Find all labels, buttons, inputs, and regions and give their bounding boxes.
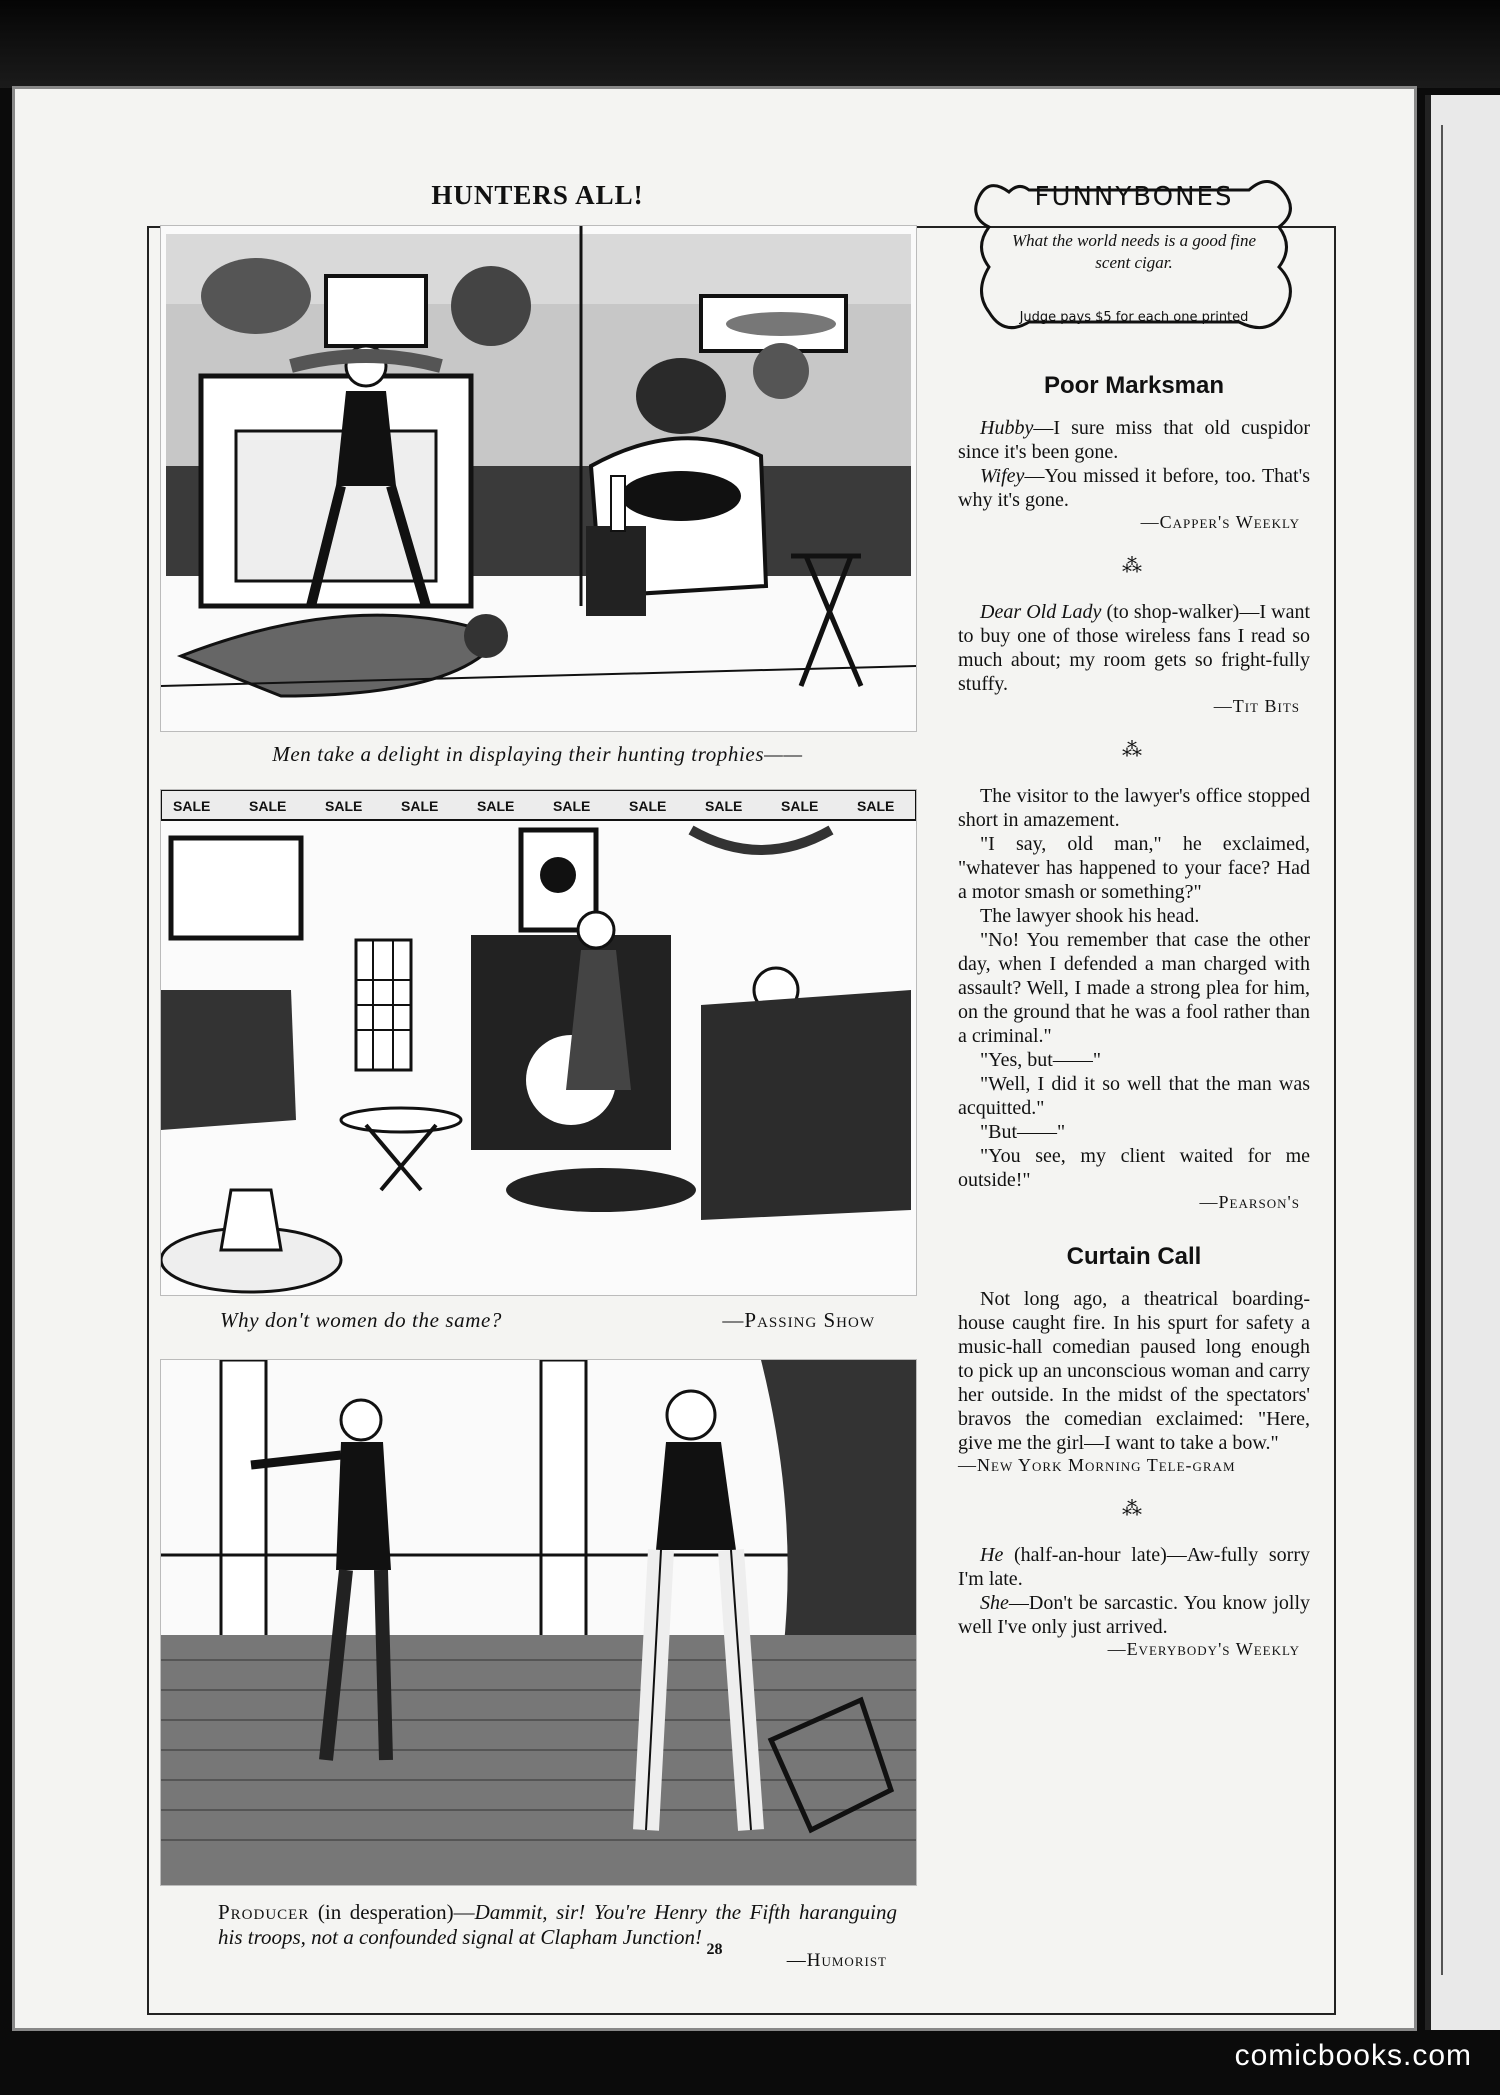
lawyer-paragraph: The lawyer shook his head. (980, 905, 1200, 927)
joke-divider: ⁂ (1122, 1498, 1146, 1520)
dialogue-stage-direction: (in desperation)— (309, 1900, 475, 1924)
cartoon-sale-source: —Passing Show (722, 1308, 875, 1332)
dear-old-lady-source: —Tit Bits (1213, 696, 1300, 716)
jokes-column (958, 172, 1310, 1660)
joke-divider: ⁂ (1122, 739, 1146, 761)
curtain-call-heading: Curtain Call (1066, 1243, 1202, 1270)
sale-sign: SALE (249, 798, 287, 814)
speaker: She (980, 1592, 1009, 1614)
site-watermark: comicbooks.com (1234, 2039, 1472, 2072)
cartoon-henry-the-fifth (160, 1359, 917, 1886)
joke-text: —You missed it before, too. That's why it's gone. (958, 465, 1310, 511)
poor-marksman-source: —Capper's Weekly (1140, 512, 1300, 532)
lawyer-paragraph: "But——" (980, 1121, 1066, 1143)
curtain-call-source: —New York Morning Tele-gram (958, 1455, 1236, 1475)
lawyer-paragraph: "Yes, but——" (980, 1049, 1101, 1071)
curtain-call-text: Not long ago, a theatrical boarding-house caught fire. In his spurt for safety a music-hall comedian paused long enough to pick up an unconscious woman and carry her outside. In the midst of the spectators' bravos the comedian exclaimed: "Here, give me the girl—I want to take a bow." (958, 1288, 1310, 1454)
cartoon-henry-the-fifth-illustration (161, 1360, 916, 1885)
joke-text: —I sure miss that old cuspidor since it's been gone. (958, 417, 1310, 463)
lawyer-source: —Pearson's (1199, 1192, 1300, 1212)
sale-sign: SALE (173, 798, 211, 814)
sale-sign: SALE (705, 798, 743, 814)
lawyer-paragraph: "I say, old man," he exclaimed, "whatever has happened to your face? Had a motor smash or something?" (958, 833, 1310, 903)
poor-marksman-line (958, 416, 1310, 464)
lawyer-paragraph-last: "You see, my client waited for me outside!" (958, 1145, 1310, 1191)
lawyer-paragraph: The visitor to the lawyer's office stopped short in amazement. (958, 785, 1310, 831)
cartoon-sale-caption: Why don't women do the same? (220, 1308, 502, 1332)
cartoon-sale-trophies (160, 789, 917, 1296)
cartoon-sale-caption-row (220, 1308, 875, 1333)
half-hour-line (958, 1543, 1310, 1591)
lawyer-paragraph: "No! You remember that case the other day, when I defended a man charged with assault? Well, I made a strong plea for him, on the ground that he was a fool rather than a criminal." (958, 929, 1310, 1047)
half-hour-line (958, 1591, 1310, 1639)
sale-sign: SALE (401, 798, 439, 814)
funnybones-footer: Judge pays $5 for each one printed (1019, 310, 1249, 325)
cartoon-hunting-trophies (160, 225, 917, 732)
sale-sign: SALE (477, 798, 515, 814)
sale-sign: SALE (857, 798, 895, 814)
poor-marksman-heading: Poor Marksman (1043, 372, 1225, 399)
sale-sign: SALE (629, 798, 667, 814)
page-number: 28 (706, 1941, 723, 1958)
cartoon-henry-dialogue (218, 1900, 897, 1950)
cartoon-column (160, 170, 915, 1972)
adjacent-page-edge (1425, 95, 1500, 2030)
funnybones-title: FUNNYBONES (1034, 182, 1234, 212)
joke-divider: ⁂ (1122, 555, 1146, 577)
speaker: Hubby (980, 417, 1034, 439)
half-hour-source: —Everybody's Weekly (1107, 1639, 1300, 1659)
cartoon-hunting-trophies-illustration (161, 226, 916, 731)
sale-sign: SALE (553, 798, 591, 814)
dialogue-speaker: Producer (218, 1900, 310, 1924)
funnybones-box (969, 172, 1299, 342)
joke-text: (to shop-walker)—I want to buy one of those wireless fans I read so much about; my room gets so fright-fully stuffy. (958, 601, 1310, 695)
lawyer-paragraph: "Well, I did it so well that the man was acquitted." (958, 1073, 1310, 1119)
feature-title: HUNTERS ALL! (431, 180, 644, 210)
dialogue-line: Dammit, sir! You're Henry the Fifth haranguing his troops, not a confounded signal at Clapham Junction! (218, 1900, 897, 1949)
cartoon-hunting-trophies-caption: Men take a delight in displaying their hunting trophies—— (272, 742, 803, 766)
cartoon-sale-trophies-illustration (161, 790, 916, 1295)
adjacent-page-rule (1441, 125, 1443, 1975)
funnybones-text: What the world needs is a good fine scent cigar. (1011, 231, 1257, 272)
scan-top-edge (0, 0, 1500, 88)
sale-sign: SALE (781, 798, 819, 814)
speaker: He (980, 1544, 1004, 1566)
cartoon-henry-source: —Humorist (786, 1950, 887, 1971)
speaker: Wifey (980, 465, 1025, 487)
dear-old-lady-joke (958, 600, 1310, 696)
joke-text: (half-an-hour late)—Aw-fully sorry I'm late. (958, 1544, 1310, 1590)
sale-sign: SALE (325, 798, 363, 814)
poor-marksman-line (958, 464, 1310, 512)
speaker: Dear Old Lady (980, 601, 1102, 623)
joke-text: —Don't be sarcastic. You know jolly well I've only just arrived. (958, 1592, 1310, 1638)
